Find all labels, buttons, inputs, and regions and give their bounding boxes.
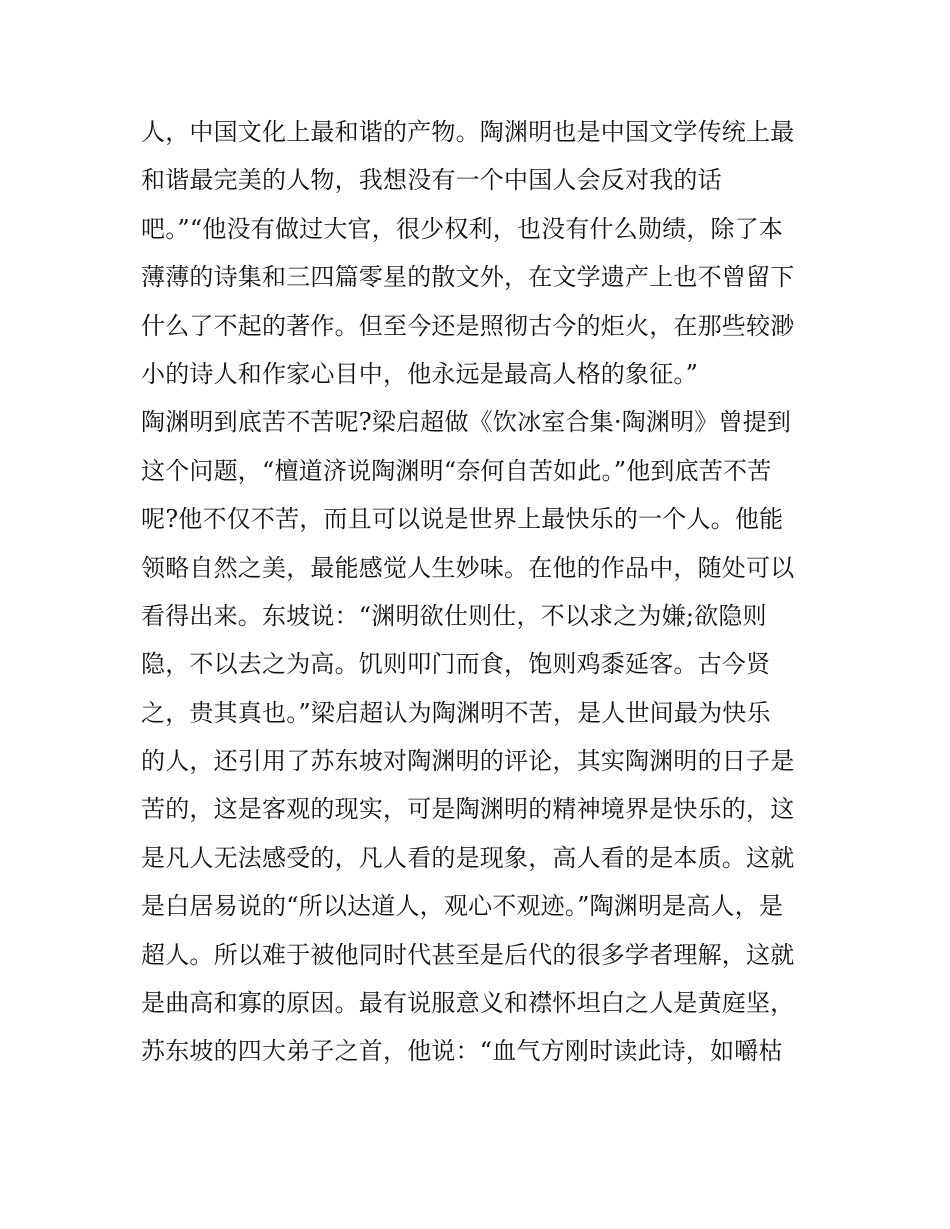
text-line: 人，中国文化上最和谐的产物。陶渊明也是中国文学传统上最: [141, 118, 795, 146]
text-line: 和谐最完美的人物，我想没有一个中国人会反对我的话: [141, 166, 722, 195]
text-line: 陶渊明到底苦不苦呢?梁启超做《饮冰室合集·陶渊明》曾提到: [141, 408, 792, 437]
text-line: 超人。所以难于被他同时代甚至是后代的很多学者理解，这就: [141, 940, 795, 969]
text-line: 看得出来。东坡说：“渊明欲仕则仕，不以求之为嫌;欲隐则: [141, 601, 767, 630]
text-line: 什么了不起的著作。但至今还是照彻古今的炬火，在那些较渺: [141, 311, 795, 340]
text-line: 薄薄的诗集和三四篇零星的散文外，在文学遗产上也不曾留下: [141, 263, 795, 292]
text-line: 之，贵其真也。”梁启超认为陶渊明不苦，是人世间最为快乐: [141, 698, 771, 727]
text-line: 的人，还引用了苏东坡对陶渊明的评论，其实陶渊明的日子是: [141, 747, 795, 776]
text-line: 是凡人无法感受的，凡人看的是现象，高人看的是本质。这就: [141, 843, 795, 872]
text-line: 这个问题，“檀道济说陶渊明“奈何自苦如此。”他到底苦不苦: [141, 456, 772, 485]
text-line: 吧。”“他没有做过大官，很少权利，也没有什么勋绩，除了本: [141, 214, 784, 243]
text-line: 苦的，这是客观的现实，可是陶渊明的精神境界是快乐的，这: [141, 795, 795, 824]
body-text: [141, 108, 821, 1076]
text-line: 是曲高和寡的原因。最有说服意义和襟怀坦白之人是黄庭坚，: [141, 989, 795, 1018]
text-line: 是白居易说的“所以达道人，观心不观迹。”陶渊明是高人，是: [141, 892, 784, 921]
text-line: 苏东坡的四大弟子之首，他说：“血气方刚时读此诗，如嚼枯: [141, 1037, 783, 1066]
text-line: 隐，不以去之为高。饥则叩门而食，饱则鸡黍延客。古今贤: [141, 650, 771, 679]
text-line: 领略自然之美，最能感觉人生妙味。在他的作品中，随处可以: [141, 553, 795, 582]
text-line: 呢?他不仅不苦，而且可以说是世界上最快乐的一个人。他能: [141, 505, 784, 534]
text-line: 小的诗人和作家心目中，他永远是最高人格的象征。”: [141, 359, 699, 388]
